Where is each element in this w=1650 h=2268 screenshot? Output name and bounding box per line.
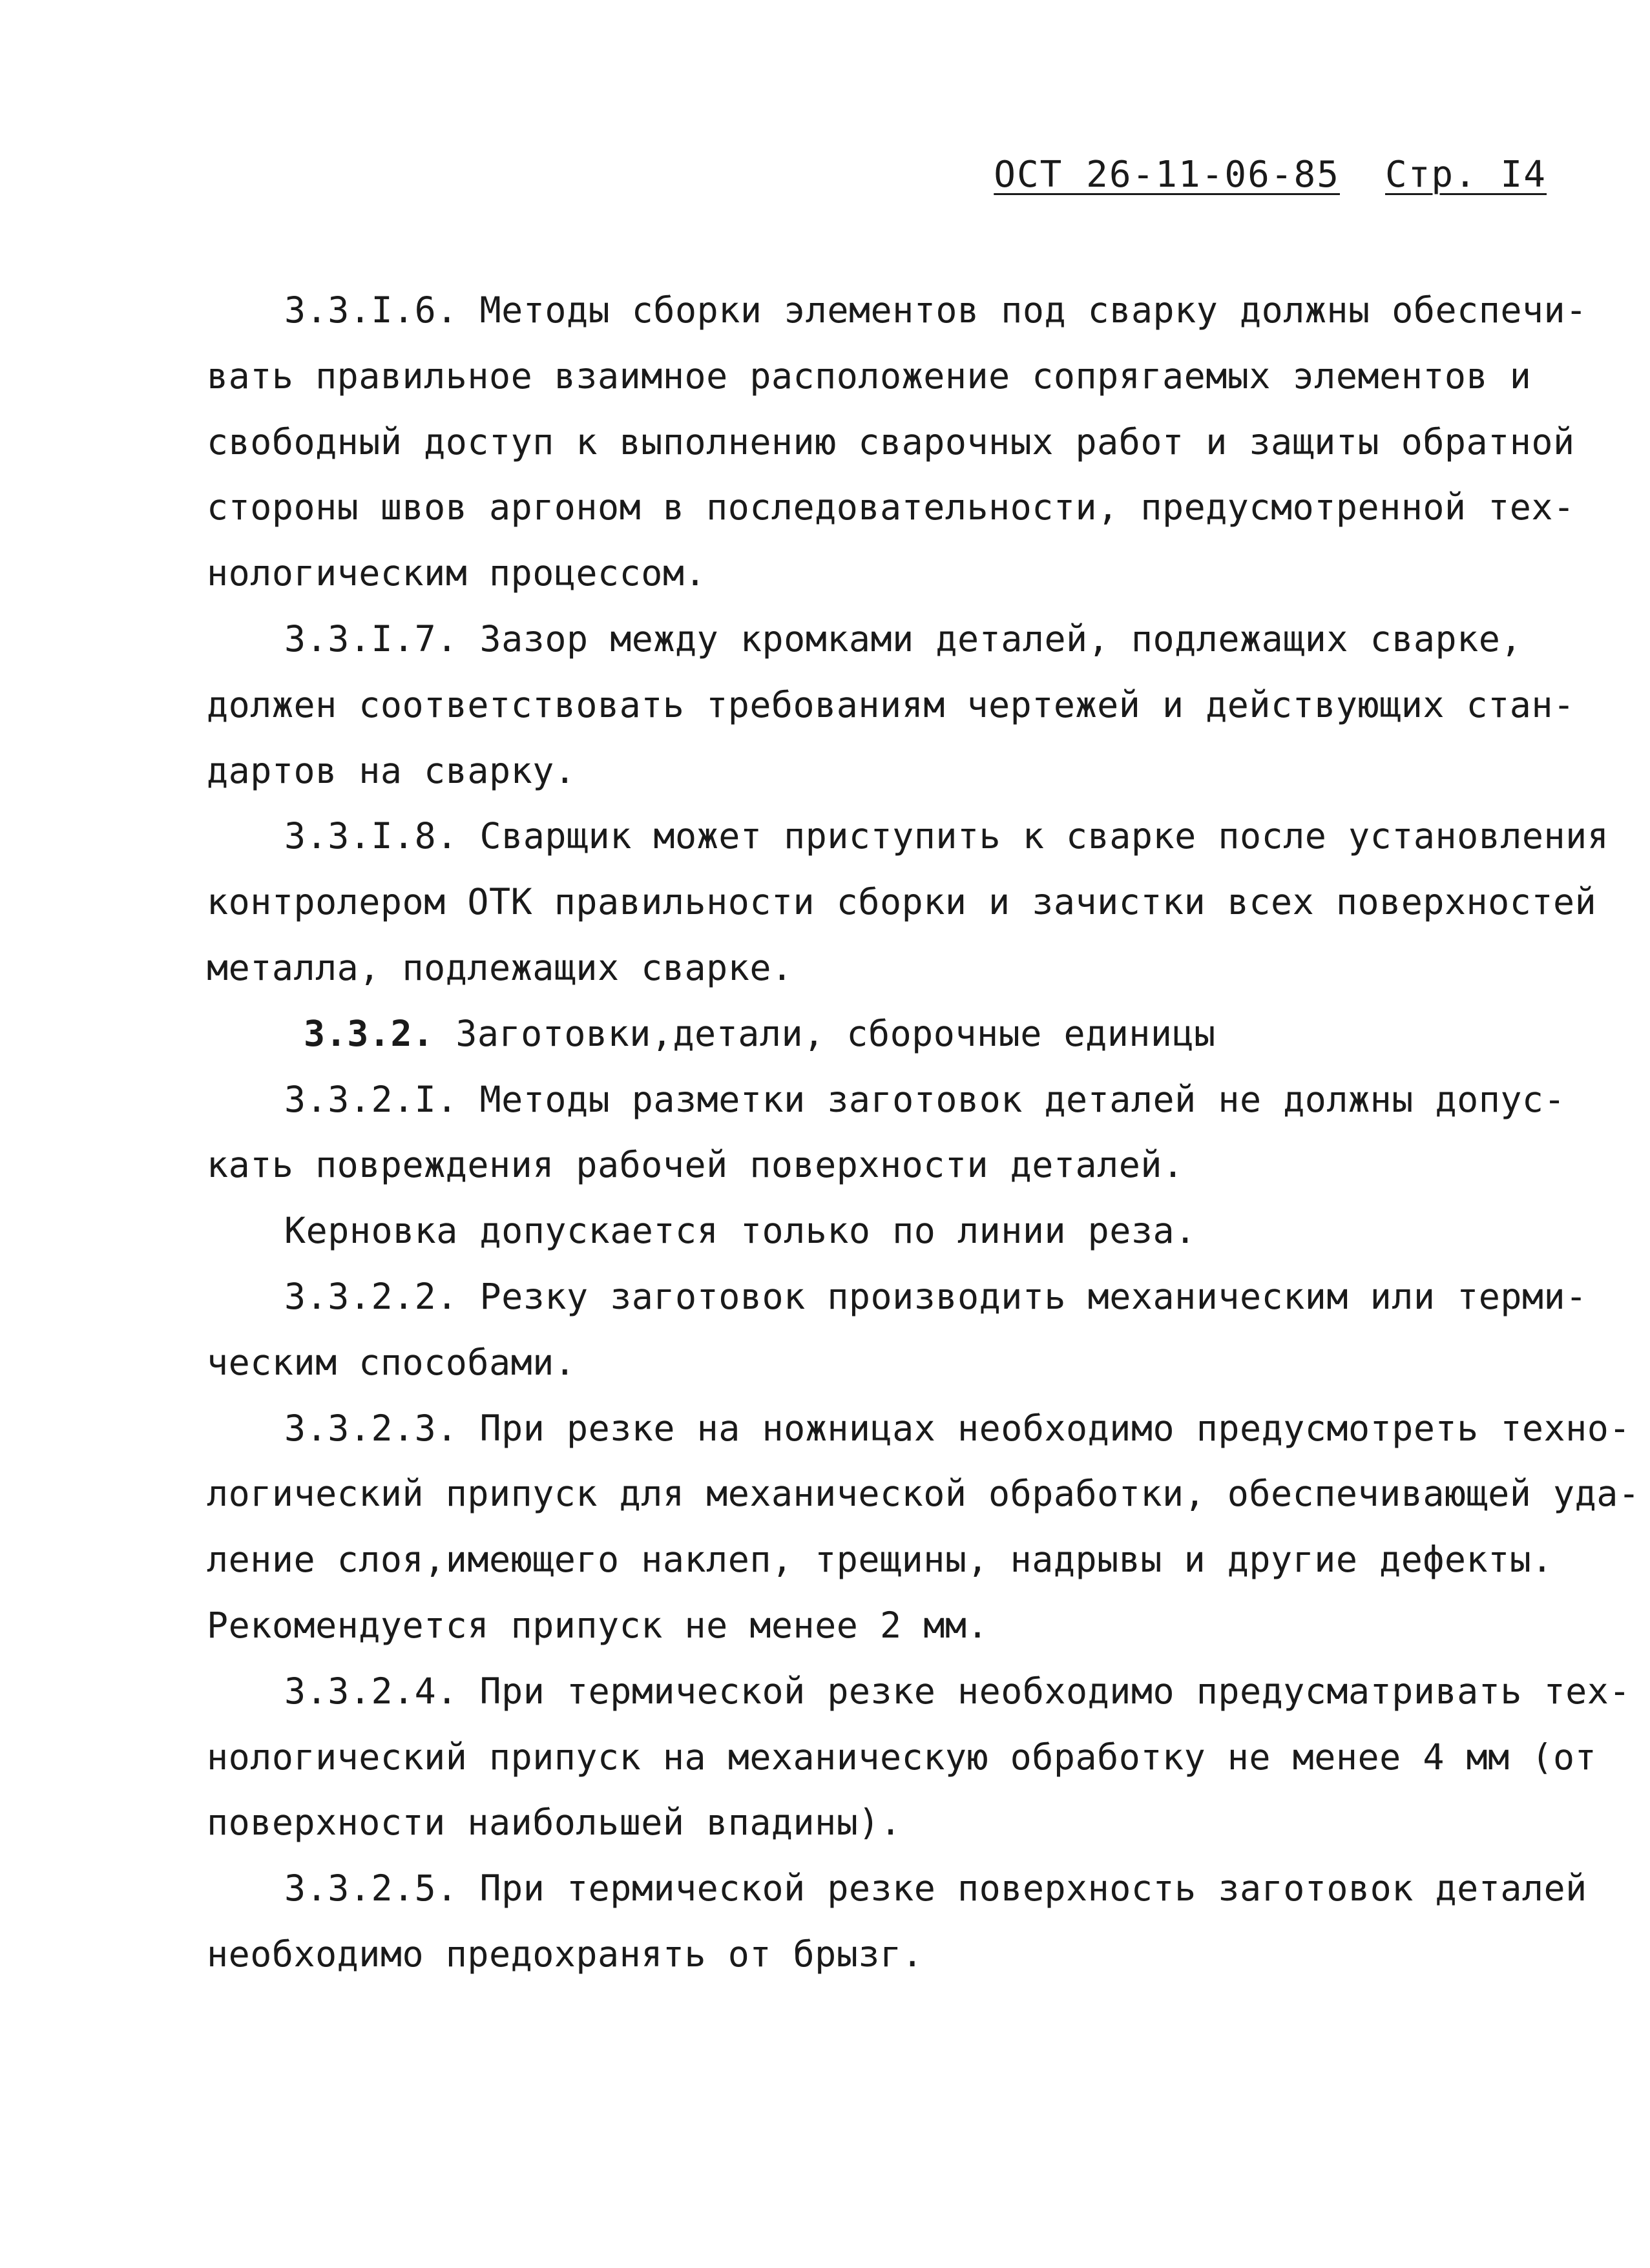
paragraph-3-3-1-8-line-3: металла, подлежащих сварке. [207, 946, 793, 988]
section-title: Заготовки,детали, сборочные единицы [455, 1012, 1216, 1054]
paragraph-3-3-2-5-line-1: 3.3.2.5. При термической резке поверхность заготовок деталей [284, 1867, 1587, 1909]
paragraph-3-3-2-4-line-3: поверхности наибольшей впадины). [207, 1802, 902, 1844]
document-body [207, 278, 1640, 1988]
paragraph-3-3-2-3-line-3: ление слоя,имеющего наклеп, трещины, надрывы и другие дефекты. [207, 1539, 1553, 1581]
paragraph-3-3-1-6-line-1: 3.3.I.6. Методы сборки элементов под сварку должны обеспечи- [284, 289, 1587, 331]
section-heading-3-3-2 [207, 1001, 1551, 1067]
paragraph-3-3-2-3-line-4: Рекомендуется припуск не менее 2 мм. [207, 1604, 989, 1646]
paragraph-3-3-1-6-line-3: свободный доступ к выполнению сварочных работ и защиты обратной [207, 421, 1575, 463]
paragraph-3-3-2-5-line-2: необходимо предохранять от брызг. [207, 1933, 924, 1975]
paragraph-3-3-1-7-line-1: 3.3.I.7. Зазор между кромками деталей, подлежащих сварке, [284, 618, 1522, 660]
paragraph-3-3-2-3-line-1: 3.3.2.3. При резке на ножницах необходимо предусмотреть техно- [284, 1407, 1631, 1449]
paragraph-3-3-2-4-line-1: 3.3.2.4. При термической резке необходимо предусматривать тех- [284, 1670, 1631, 1712]
paragraph-3-3-1-6-line-2: вать правильное взаимное расположение сопрягаемых элементов и [207, 355, 1532, 397]
page-header [994, 154, 1547, 196]
paragraph-3-3-2-4-line-2: нологический припуск на механическую обработку не менее 4 мм (от [207, 1736, 1597, 1778]
paragraph-3-3-1-7-line-2: должен соответствовать требованиям чертежей и действующих стан- [207, 683, 1575, 725]
paragraph-3-3-2-3-line-2: логический припуск для механической обработки, обеспечивающей уда- [207, 1473, 1640, 1515]
paragraph-3-3-1-8-line-2: контролером ОТК правильности сборки и зачистки всех поверхностей [207, 881, 1597, 923]
paragraph-3-3-1-7-line-3: дартов на сварку. [207, 749, 576, 791]
paragraph-3-3-2-2-line-2: ческим способами. [207, 1341, 576, 1383]
paragraph-3-3-1-8-line-1: 3.3.I.8. Сварщик может приступить к сварке после установления [284, 815, 1609, 857]
paragraph-3-3-2-2-line-1: 3.3.2.2. Резку заготовок производить механическим или терми- [284, 1275, 1587, 1317]
paragraph-3-3-2-1-line-2: кать повреждения рабочей поверхности деталей. [207, 1144, 1184, 1186]
paragraph-3-3-1-6-line-5: нологическим процессом. [207, 552, 707, 594]
page-number: Стр. I4 [1384, 154, 1547, 196]
paragraph-3-3-2-1-line-1: 3.3.2.I. Методы разметки заготовок деталей не должны допус- [284, 1078, 1566, 1120]
paragraph-punching-note: Керновка допускается только по линии реза. [284, 1210, 1196, 1252]
paragraph-3-3-1-6-line-4: стороны швов аргоном в последовательности, предусмотренной тех- [207, 486, 1575, 528]
section-number: 3.3.2. [304, 1012, 434, 1054]
document-code: ОСТ 26-11-06-85 [994, 154, 1340, 196]
